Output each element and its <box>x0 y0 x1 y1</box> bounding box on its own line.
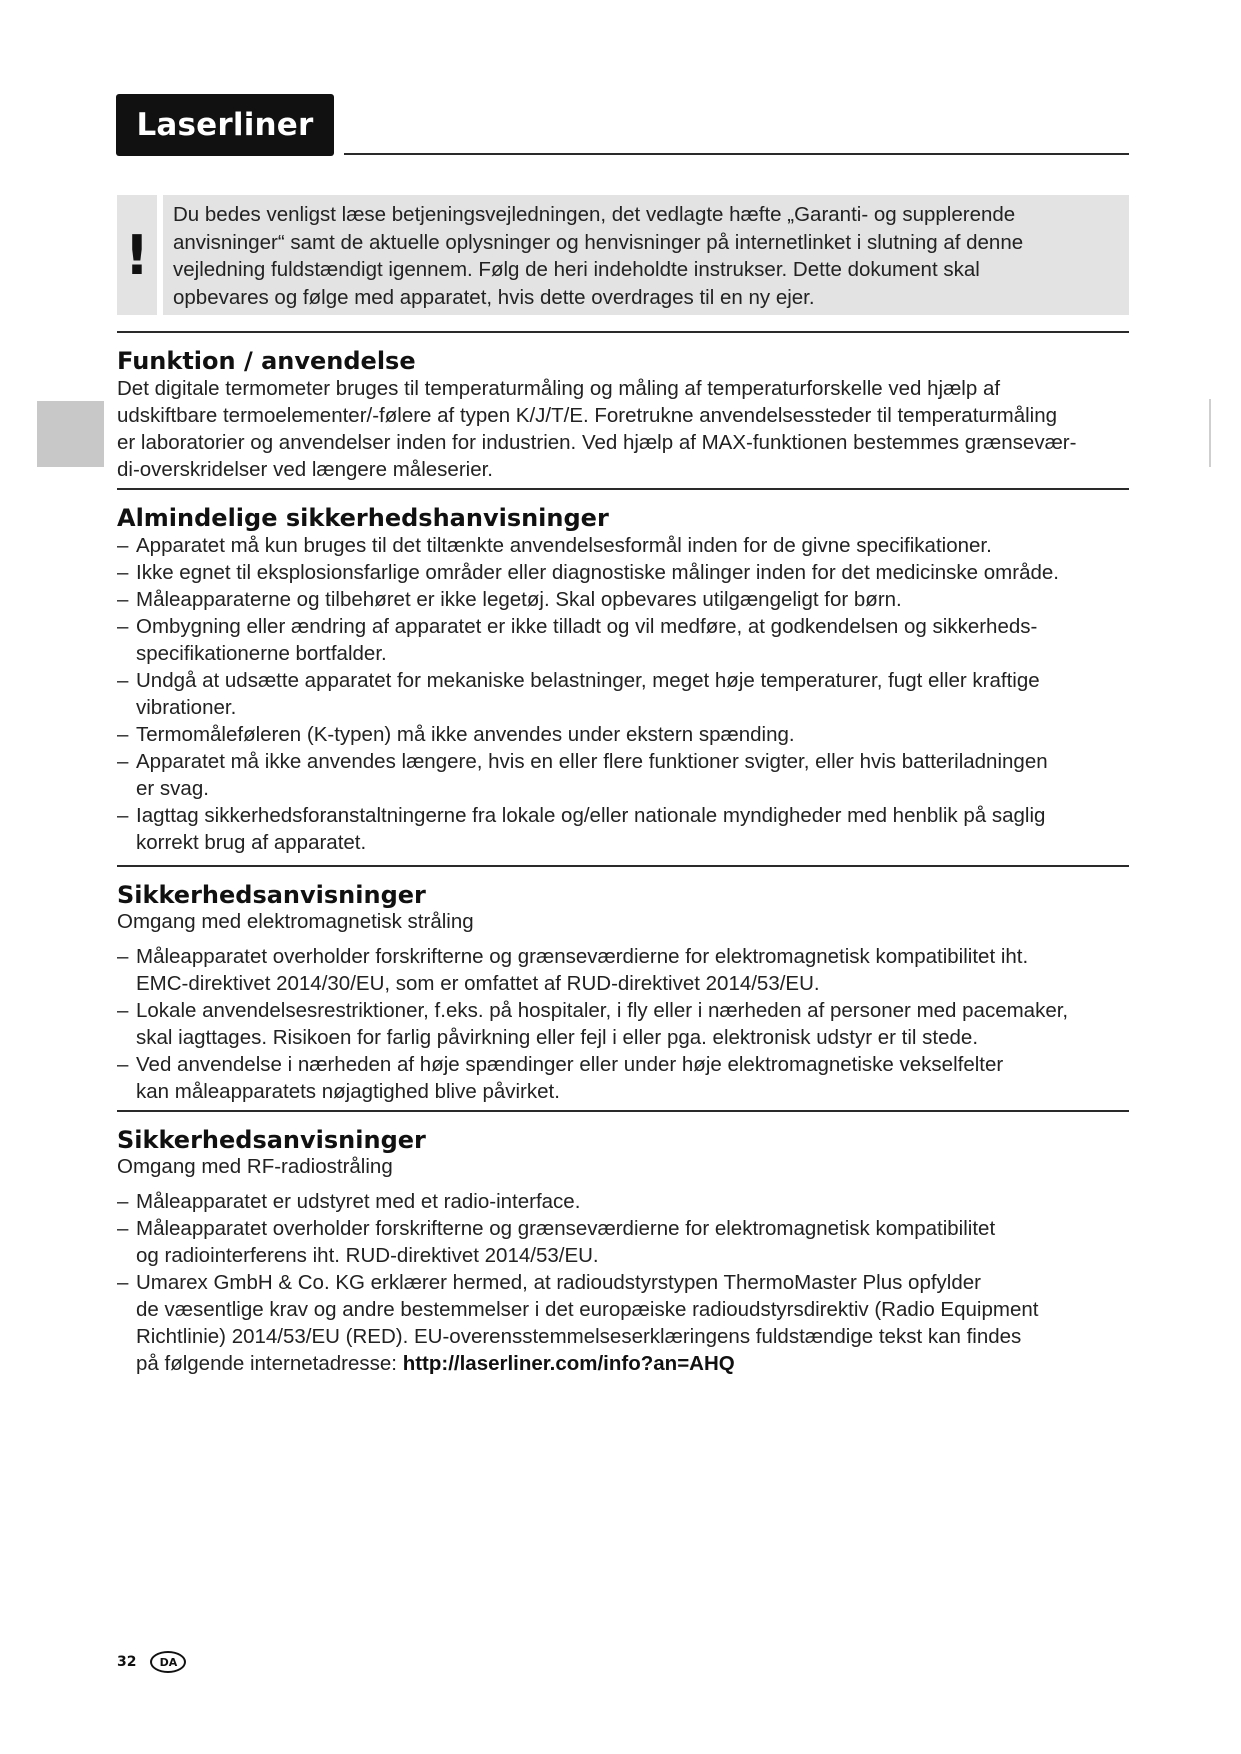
section-rule <box>117 331 1129 333</box>
section-title: Almindelige sikkerhedshanvisninger <box>117 504 609 532</box>
list-item: – Iagttag sikkerhedsforanstaltningerne fra lokale og/eller nationale myndigheder med henblik på saglig korrekt brug af apparatet. <box>117 802 1129 856</box>
section-function <box>117 331 1129 483</box>
notice-text <box>163 195 1129 315</box>
body-line: udskiftbare termoelementer/-følere af typen K/J/T/E. Foretrukne anvendelsessteder til temperaturmåling <box>117 404 1058 427</box>
page-number: 32 <box>117 1654 137 1670</box>
section-rule <box>117 865 1129 867</box>
bullet-list <box>117 943 1129 1105</box>
section-general-safety <box>117 488 1129 856</box>
language-badge: DA <box>150 1651 186 1673</box>
section-title: Sikkerhedsanvisninger <box>117 881 426 909</box>
section-safety-em <box>117 865 1129 1105</box>
list-item: – Ombygning eller ændring af apparatet er ikke tilladt og vil medføre, at godkendelsen og sikkerheds- specifikationerne bortfalder. <box>117 613 1129 667</box>
exclamation-icon: ! <box>117 195 157 315</box>
page-footer <box>117 1650 186 1674</box>
list-item: – Apparatet må kun bruges til det tiltænkte anvendelsesformål inden for de givne specifikationer. <box>117 532 1129 559</box>
body-line: di-overskridelser ved længere måleserier. <box>117 458 493 481</box>
notice-line: vejledning fuldstændigt igennem. Følg de heri indeholdte instrukser. Dette dokument skal <box>173 258 980 281</box>
list-item: – Ved anvendelse i nærheden af høje spændinger eller under høje elektromagnetiske vekselfelter kan måleapparatets nøjagtighed blive påvirket. <box>117 1051 1129 1105</box>
list-item: – Termomåleføleren (K-typen) må ikke anvendes under ekstern spænding. <box>117 721 1129 748</box>
section-subtitle: Omgang med RF-radiostråling <box>117 1155 393 1178</box>
notice-line: Du bedes venligst læse betjeningsvejledningen, det vedlagte hæfte „Garanti- og supplerende <box>173 203 1016 226</box>
bullet-list <box>117 532 1129 856</box>
header-rule <box>344 153 1129 155</box>
list-item: – Måleapparatet overholder forskrifterne og grænseværdierne for elektromagnetisk kompatibilitet og radiointerferens iht. RUD-direktivet 2014/53/EU. <box>117 1215 1129 1269</box>
margin-mark <box>1209 399 1211 467</box>
chapter-tab-marker <box>37 401 104 467</box>
list-item: – Måleapparatet overholder forskrifterne og grænseværdierne for elektromagnetisk kompatibilitet iht. EMC-direktivet 2014/30/EU, som er omfattet af RUD-direktivet 2014/53/EU. <box>117 943 1129 997</box>
info-url-link[interactable]: http://laserliner.com/info?an=AHQ <box>402 1352 735 1375</box>
list-item: – Ikke egnet til eksplosionsfarlige områder eller diagnostiske målinger inden for det medicinske område. <box>117 559 1129 586</box>
bullet-list <box>117 1188 1129 1377</box>
list-item: – Måleapparaterne og tilbehøret er ikke legetøj. Skal opbevares utilgængeligt for børn. <box>117 586 1129 613</box>
list-item: – Apparatet må ikke anvendes længere, hvis en eller flere funktioner svigter, eller hvis batteriladningen er svag. <box>117 748 1129 802</box>
list-item: – Måleapparatet er udstyret med et radio-interface. <box>117 1188 1129 1215</box>
notice-line: anvisninger“ samt de aktuelle oplysninger og henvisninger på internetlinket i slutning af denne <box>173 230 1024 254</box>
body-line: er laboratorier og anvendelser inden for industrien. Ved hjælp af MAX-funktionen bestemmes grænsevær- <box>117 431 1077 454</box>
notice-box <box>117 195 1129 315</box>
notice-line: opbevares og følge med apparatet, hvis dette overdrages til en ny ejer. <box>173 285 815 309</box>
list-item: – Umarex GmbH & Co. KG erklærer hermed, at radioudstyrstypen ThermoMaster Plus opfylder de væsentlige krav og andre bestemmelser i det europæiske radioudstyrsdirektiv (Radio Equipment Richtlinie) 2014/53/EU (RED). EU-overensstemmelseserklæringens fuldstændige tekst kan findes på følgende internetadresse: http://laserliner.com/info?an=AHQ <box>117 1269 1129 1377</box>
section-title: Sikkerhedsanvisninger <box>117 1126 426 1154</box>
list-item: – Lokale anvendelsesrestriktioner, f.eks. på hospitaler, i fly eller i nærheden af personer med pacemaker, skal iagttages. Risikoen for farlig påvirkning eller fejl i eller pga. elektronisk udstyr er til stede. <box>117 997 1129 1051</box>
laserliner-logo: Laserliner <box>116 94 334 156</box>
section-title: Funktion / anvendelse <box>117 347 416 375</box>
section-safety-rf <box>117 1110 1129 1377</box>
section-rule <box>117 488 1129 490</box>
body-line: Det digitale termometer bruges til temperaturmåling og måling af temperaturforskelle ved hjælp af <box>117 377 1001 400</box>
list-item: – Undgå at udsætte apparatet for mekaniske belastninger, meget høje temperaturer, fugt eller kraftige vibrationer. <box>117 667 1129 721</box>
section-subtitle: Omgang med elektromagnetisk stråling <box>117 910 474 933</box>
section-rule <box>117 1110 1129 1112</box>
